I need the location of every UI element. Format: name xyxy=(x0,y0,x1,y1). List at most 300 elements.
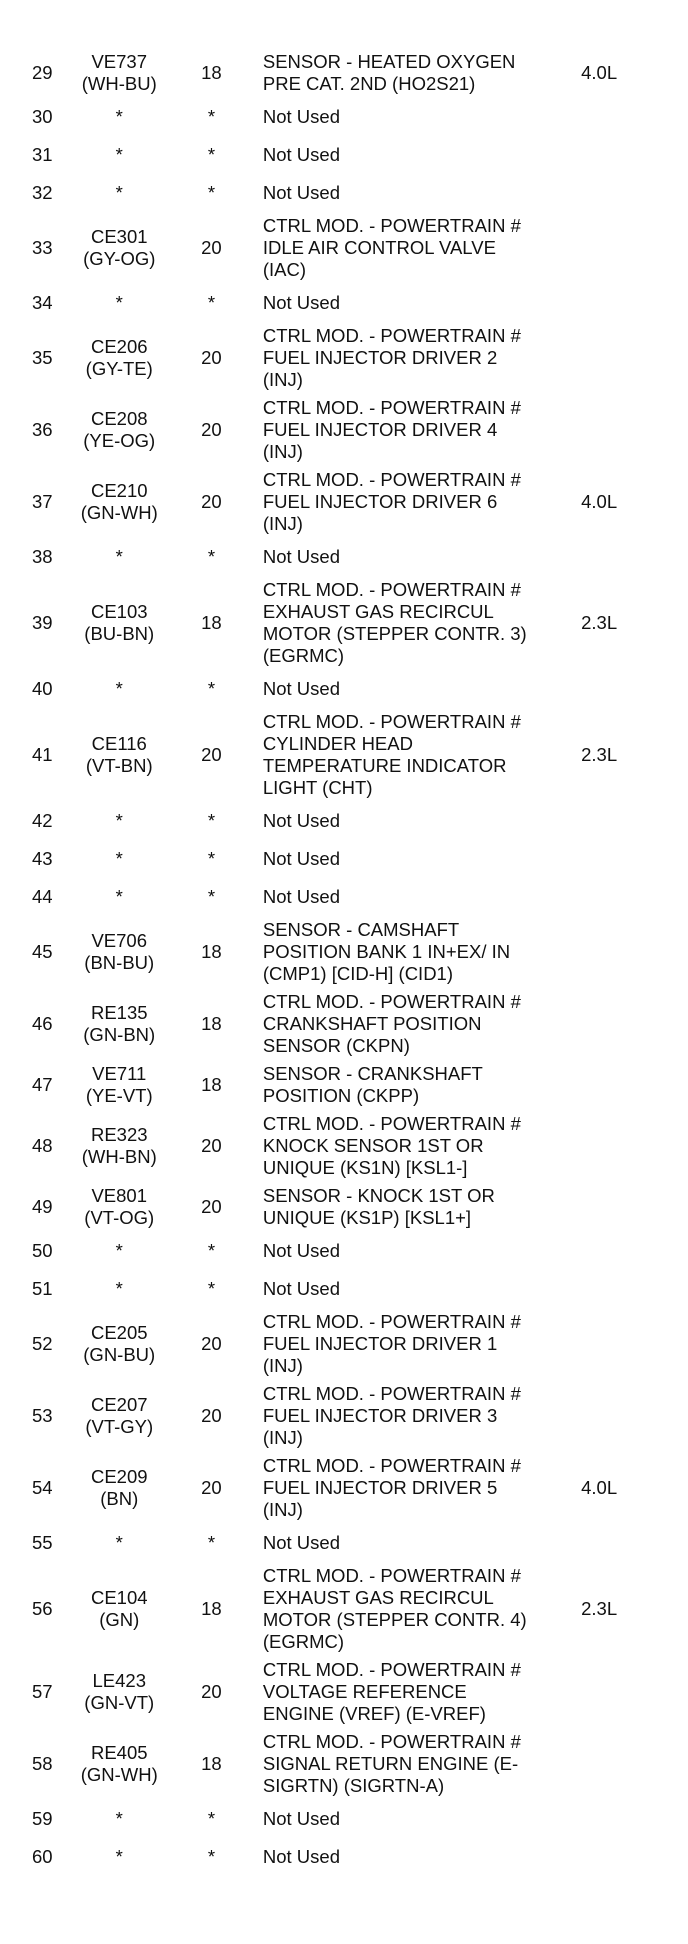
function-line: POSITION BANK 1 IN+EX/ IN xyxy=(262,941,511,962)
circuit-cell xyxy=(63,1182,176,1232)
function-line: Not Used xyxy=(262,810,340,831)
engine-note xyxy=(577,322,642,394)
engine-note xyxy=(577,1110,642,1182)
pin-number: 44 xyxy=(31,886,53,907)
circuit-cell xyxy=(63,670,176,708)
function-cell xyxy=(247,48,577,98)
pin-row xyxy=(22,1060,642,1110)
circuit-line: CE103 xyxy=(90,601,148,622)
function-cell xyxy=(247,1800,577,1838)
wire-gauge: 18 xyxy=(201,1598,222,1619)
circuit-line: (VT-OG) xyxy=(84,1207,155,1228)
function-line: Not Used xyxy=(262,106,340,127)
circuit-line: (GN-WH) xyxy=(80,1764,158,1785)
pin-row xyxy=(22,284,642,322)
pin-number: 34 xyxy=(31,292,53,313)
engine-note xyxy=(577,1380,642,1452)
function-cell xyxy=(247,988,577,1060)
function-cell xyxy=(247,708,577,802)
wire-gauge: 20 xyxy=(201,1333,222,1354)
circuit-line: CE301 xyxy=(90,226,148,247)
function-line: CTRL MOD. - POWERTRAIN # xyxy=(262,1731,521,1752)
wire-gauge: * xyxy=(207,886,216,907)
function-line: (INJ) xyxy=(262,1355,303,1376)
engine-note: 4.0L xyxy=(581,1477,618,1498)
circuit-cell xyxy=(63,394,176,466)
circuit-line: (WH-BU) xyxy=(81,73,157,94)
pin-row xyxy=(22,1452,642,1524)
function-line: Not Used xyxy=(262,144,340,165)
wire-gauge: * xyxy=(207,810,216,831)
pin-row xyxy=(22,1232,642,1270)
pin-row xyxy=(22,48,642,98)
pin-row xyxy=(22,394,642,466)
function-cell xyxy=(247,878,577,916)
pin-number: 31 xyxy=(31,144,53,165)
function-line: IDLE AIR CONTROL VALVE xyxy=(262,237,496,258)
function-cell xyxy=(247,1060,577,1110)
circuit-line: * xyxy=(115,1846,123,1867)
engine-note: 2.3L xyxy=(581,1598,618,1619)
pin-number: 32 xyxy=(31,182,53,203)
wire-gauge: 20 xyxy=(201,1196,222,1217)
wire-gauge: * xyxy=(207,1846,216,1867)
function-cell xyxy=(247,840,577,878)
function-line: Not Used xyxy=(262,292,340,313)
function-cell xyxy=(247,284,577,322)
circuit-line: * xyxy=(115,848,123,869)
function-cell xyxy=(247,1308,577,1380)
function-line: Not Used xyxy=(262,848,340,869)
circuit-line: (WH-BN) xyxy=(81,1146,157,1167)
circuit-line: CE209 xyxy=(90,1466,148,1487)
function-line: EXHAUST GAS RECIRCUL xyxy=(262,601,494,622)
pin-number: 48 xyxy=(31,1135,53,1156)
pin-row xyxy=(22,1110,642,1182)
circuit-cell xyxy=(63,48,176,98)
function-line: (CMP1) [CID-H] (CID1) xyxy=(262,963,454,984)
pin-number: 60 xyxy=(31,1846,53,1867)
pin-row xyxy=(22,98,642,136)
circuit-line: * xyxy=(115,886,123,907)
function-line: FUEL INJECTOR DRIVER 6 xyxy=(262,491,498,512)
pin-row xyxy=(22,322,642,394)
pin-number: 37 xyxy=(31,491,53,512)
pin-number: 30 xyxy=(31,106,53,127)
function-line: VOLTAGE REFERENCE xyxy=(262,1681,467,1702)
pin-number: 51 xyxy=(31,1278,53,1299)
function-cell xyxy=(247,1728,577,1800)
engine-note xyxy=(577,878,642,916)
circuit-cell xyxy=(63,1728,176,1800)
function-line: FUEL INJECTOR DRIVER 2 xyxy=(262,347,498,368)
circuit-line: * xyxy=(115,292,123,313)
circuit-cell xyxy=(63,1060,176,1110)
wire-gauge: * xyxy=(207,144,216,165)
function-line: (INJ) xyxy=(262,1499,303,1520)
engine-note xyxy=(577,916,642,988)
pin-row xyxy=(22,1656,642,1728)
circuit-line: * xyxy=(115,144,123,165)
circuit-line: (GY-OG) xyxy=(83,248,156,269)
circuit-line: * xyxy=(115,546,123,567)
circuit-line: (GY-TE) xyxy=(85,358,153,379)
wire-gauge: 18 xyxy=(201,1074,222,1095)
circuit-line: (GN-BN) xyxy=(83,1024,156,1045)
circuit-cell xyxy=(63,1524,176,1562)
engine-note xyxy=(577,988,642,1060)
function-line: Not Used xyxy=(262,886,340,907)
function-cell xyxy=(247,136,577,174)
circuit-cell xyxy=(63,576,176,670)
function-line: Not Used xyxy=(262,1808,340,1829)
pin-row xyxy=(22,1838,642,1876)
pin-row xyxy=(22,1270,642,1308)
function-line: CTRL MOD. - POWERTRAIN # xyxy=(262,469,521,490)
circuit-cell xyxy=(63,878,176,916)
function-line: EXHAUST GAS RECIRCUL xyxy=(262,1587,494,1608)
circuit-cell xyxy=(63,1232,176,1270)
wire-gauge: 18 xyxy=(201,941,222,962)
circuit-line: RE405 xyxy=(90,1742,148,1763)
function-line: SENSOR (CKPN) xyxy=(262,1035,410,1056)
engine-note xyxy=(577,1232,642,1270)
function-cell xyxy=(247,1270,577,1308)
function-line: SENSOR - CRANKSHAFT xyxy=(262,1063,483,1084)
function-line: CTRL MOD. - POWERTRAIN # xyxy=(262,397,521,418)
circuit-line: * xyxy=(115,1240,123,1261)
function-line: Not Used xyxy=(262,546,340,567)
function-cell xyxy=(247,1182,577,1232)
function-line: SENSOR - KNOCK 1ST OR xyxy=(262,1185,495,1206)
wire-gauge: * xyxy=(207,182,216,203)
function-line: CRANKSHAFT POSITION xyxy=(262,1013,482,1034)
pin-row xyxy=(22,174,642,212)
pin-number: 53 xyxy=(31,1405,53,1426)
wire-gauge: 20 xyxy=(201,744,222,765)
wire-gauge: 20 xyxy=(201,1477,222,1498)
engine-note: 2.3L xyxy=(581,612,618,633)
function-line: FUEL INJECTOR DRIVER 1 xyxy=(262,1333,498,1354)
circuit-line: VE711 xyxy=(92,1063,147,1084)
pin-row xyxy=(22,1182,642,1232)
pin-number: 29 xyxy=(31,62,53,83)
wire-gauge: 20 xyxy=(201,419,222,440)
function-line: CTRL MOD. - POWERTRAIN # xyxy=(262,1455,521,1476)
pin-number: 59 xyxy=(31,1808,53,1829)
circuit-line: (VT-BN) xyxy=(85,755,153,776)
circuit-cell xyxy=(63,916,176,988)
circuit-cell xyxy=(63,466,176,538)
function-line: CYLINDER HEAD xyxy=(262,733,413,754)
circuit-cell xyxy=(63,322,176,394)
engine-note xyxy=(577,136,642,174)
pin-number: 56 xyxy=(31,1598,53,1619)
pin-number: 52 xyxy=(31,1333,53,1354)
engine-note: 2.3L xyxy=(581,744,618,765)
function-line: LIGHT (CHT) xyxy=(262,777,373,798)
circuit-cell xyxy=(63,1838,176,1876)
circuit-line: * xyxy=(115,106,123,127)
pin-number: 45 xyxy=(31,941,53,962)
circuit-line: VE706 xyxy=(91,930,148,951)
circuit-line: (YE-OG) xyxy=(83,430,156,451)
engine-note xyxy=(577,1800,642,1838)
function-line: Not Used xyxy=(262,1846,340,1867)
pin-row xyxy=(22,1728,642,1800)
circuit-line: (YE-VT) xyxy=(85,1085,153,1106)
circuit-line: (BN) xyxy=(100,1488,139,1509)
function-line: CTRL MOD. - POWERTRAIN # xyxy=(262,1383,521,1404)
function-cell xyxy=(247,670,577,708)
function-cell xyxy=(247,1562,577,1656)
circuit-line: (BN-BU) xyxy=(84,952,155,973)
function-cell xyxy=(247,98,577,136)
circuit-line: * xyxy=(115,1532,123,1553)
function-line: CTRL MOD. - POWERTRAIN # xyxy=(262,711,521,732)
wire-gauge: * xyxy=(207,292,216,313)
wire-gauge: 18 xyxy=(201,62,222,83)
function-line: MOTOR (STEPPER CONTR. 3) xyxy=(262,623,527,644)
circuit-cell xyxy=(63,988,176,1060)
wire-gauge: * xyxy=(207,106,216,127)
circuit-line: RE135 xyxy=(90,1002,148,1023)
circuit-line: * xyxy=(115,1278,123,1299)
wire-gauge: 20 xyxy=(201,347,222,368)
circuit-line: LE423 xyxy=(92,1670,146,1691)
circuit-line: (VT-GY) xyxy=(85,1416,154,1437)
circuit-line: RE323 xyxy=(90,1124,148,1145)
pin-number: 38 xyxy=(31,546,53,567)
circuit-cell xyxy=(63,840,176,878)
function-cell xyxy=(247,394,577,466)
function-line: PRE CAT. 2ND (HO2S21) xyxy=(262,73,476,94)
engine-note xyxy=(577,1182,642,1232)
pin-number: 42 xyxy=(31,810,53,831)
circuit-cell xyxy=(63,802,176,840)
wire-gauge: 20 xyxy=(201,1135,222,1156)
engine-note xyxy=(577,1060,642,1110)
circuit-line: * xyxy=(115,678,123,699)
pin-row xyxy=(22,802,642,840)
engine-note xyxy=(577,284,642,322)
function-line: ENGINE (VREF) (E-VREF) xyxy=(262,1703,486,1724)
circuit-cell xyxy=(63,1562,176,1656)
circuit-cell xyxy=(63,284,176,322)
function-line: CTRL MOD. - POWERTRAIN # xyxy=(262,215,521,236)
function-line: Not Used xyxy=(262,1278,340,1299)
function-cell xyxy=(247,576,577,670)
function-line: UNIQUE (KS1P) [KSL1+] xyxy=(262,1207,472,1228)
pin-row xyxy=(22,1562,642,1656)
pin-row xyxy=(22,136,642,174)
engine-note xyxy=(577,802,642,840)
pin-number: 54 xyxy=(31,1477,53,1498)
circuit-line: (GN-VT) xyxy=(84,1692,155,1713)
pin-row xyxy=(22,212,642,284)
pin-number: 43 xyxy=(31,848,53,869)
pin-row xyxy=(22,466,642,538)
function-line: SENSOR - HEATED OXYGEN xyxy=(262,51,516,72)
pin-number: 33 xyxy=(31,237,53,258)
circuit-line: (GN) xyxy=(99,1609,140,1630)
pin-row xyxy=(22,916,642,988)
function-line: (INJ) xyxy=(262,1427,303,1448)
pin-row xyxy=(22,708,642,802)
function-line: (IAC) xyxy=(262,259,307,280)
function-line: CTRL MOD. - POWERTRAIN # xyxy=(262,991,521,1012)
function-line: SENSOR - CAMSHAFT xyxy=(262,919,460,940)
pin-number: 47 xyxy=(31,1074,53,1095)
circuit-line: CE116 xyxy=(91,733,147,754)
function-line: (INJ) xyxy=(262,513,303,534)
function-cell xyxy=(247,466,577,538)
function-line: CTRL MOD. - POWERTRAIN # xyxy=(262,325,521,346)
engine-note xyxy=(577,840,642,878)
function-line: TEMPERATURE INDICATOR xyxy=(262,755,507,776)
pin-number: 57 xyxy=(31,1681,53,1702)
wire-gauge: * xyxy=(207,1278,216,1299)
function-line: FUEL INJECTOR DRIVER 3 xyxy=(262,1405,498,1426)
function-line: CTRL MOD. - POWERTRAIN # xyxy=(262,1659,521,1680)
pin-row xyxy=(22,988,642,1060)
engine-note xyxy=(577,1270,642,1308)
function-line: CTRL MOD. - POWERTRAIN # xyxy=(262,579,521,600)
pin-row xyxy=(22,1380,642,1452)
pin-number: 41 xyxy=(31,744,53,765)
pin-row xyxy=(22,1308,642,1380)
wire-gauge: * xyxy=(207,848,216,869)
circuit-cell xyxy=(63,538,176,576)
wire-gauge: 20 xyxy=(201,237,222,258)
function-cell xyxy=(247,1838,577,1876)
circuit-line: * xyxy=(115,810,123,831)
engine-note xyxy=(577,212,642,284)
wire-gauge: 20 xyxy=(201,491,222,512)
function-cell xyxy=(247,1232,577,1270)
pin-row xyxy=(22,840,642,878)
function-line: SIGRTN) (SIGRTN-A) xyxy=(262,1775,445,1796)
wire-gauge: 20 xyxy=(201,1681,222,1702)
function-line: MOTOR (STEPPER CONTR. 4) xyxy=(262,1609,527,1630)
pin-number: 58 xyxy=(31,1753,53,1774)
wire-gauge: * xyxy=(207,678,216,699)
circuit-cell xyxy=(63,1270,176,1308)
pin-number: 50 xyxy=(31,1240,53,1261)
circuit-cell xyxy=(63,708,176,802)
circuit-line: VE737 xyxy=(91,51,148,72)
function-line: Not Used xyxy=(262,182,340,203)
function-line: FUEL INJECTOR DRIVER 4 xyxy=(262,419,498,440)
function-line: (INJ) xyxy=(262,441,303,462)
pin-row xyxy=(22,576,642,670)
function-line: (EGRMC) xyxy=(262,645,345,666)
engine-note xyxy=(577,670,642,708)
pin-number: 40 xyxy=(31,678,53,699)
pin-number: 35 xyxy=(31,347,53,368)
engine-note xyxy=(577,1728,642,1800)
connector-pin-table xyxy=(22,48,642,1876)
wire-gauge: 18 xyxy=(201,1753,222,1774)
pin-row xyxy=(22,878,642,916)
pin-row xyxy=(22,670,642,708)
engine-note xyxy=(577,1308,642,1380)
function-cell xyxy=(247,802,577,840)
function-line: UNIQUE (KS1N) [KSL1-] xyxy=(262,1157,468,1178)
function-cell xyxy=(247,174,577,212)
circuit-line: (BU-BN) xyxy=(84,623,155,644)
engine-note xyxy=(577,538,642,576)
function-cell xyxy=(247,1380,577,1452)
circuit-cell xyxy=(63,98,176,136)
wire-gauge: * xyxy=(207,1532,216,1553)
pin-table-body xyxy=(22,48,642,1876)
engine-note xyxy=(577,1838,642,1876)
function-line: Not Used xyxy=(262,678,340,699)
function-line: CTRL MOD. - POWERTRAIN # xyxy=(262,1113,521,1134)
pin-number: 49 xyxy=(31,1196,53,1217)
engine-note xyxy=(577,1524,642,1562)
function-cell xyxy=(247,916,577,988)
circuit-line: (GN-BU) xyxy=(83,1344,156,1365)
circuit-cell xyxy=(63,1656,176,1728)
wire-gauge: 20 xyxy=(201,1405,222,1426)
function-cell xyxy=(247,212,577,284)
function-line: FUEL INJECTOR DRIVER 5 xyxy=(262,1477,498,1498)
circuit-cell xyxy=(63,212,176,284)
circuit-cell xyxy=(63,1110,176,1182)
circuit-line: CE104 xyxy=(90,1587,148,1608)
engine-note: 4.0L xyxy=(581,491,618,512)
pin-number: 46 xyxy=(31,1013,53,1034)
circuit-cell xyxy=(63,1800,176,1838)
function-cell xyxy=(247,538,577,576)
function-line: CTRL MOD. - POWERTRAIN # xyxy=(262,1565,521,1586)
function-line: POSITION (CKPP) xyxy=(262,1085,420,1106)
circuit-cell xyxy=(63,1380,176,1452)
engine-note: 4.0L xyxy=(581,62,618,83)
pin-number: 39 xyxy=(31,612,53,633)
pin-row xyxy=(22,1524,642,1562)
function-line: SIGNAL RETURN ENGINE (E- xyxy=(262,1753,519,1774)
circuit-line: * xyxy=(115,1808,123,1829)
function-line: (INJ) xyxy=(262,369,303,390)
engine-note xyxy=(577,394,642,466)
circuit-line: CE205 xyxy=(90,1322,148,1343)
function-cell xyxy=(247,322,577,394)
function-line: Not Used xyxy=(262,1532,340,1553)
circuit-line: VE801 xyxy=(91,1185,148,1206)
pin-row xyxy=(22,1800,642,1838)
circuit-cell xyxy=(63,1308,176,1380)
function-line: Not Used xyxy=(262,1240,340,1261)
wire-gauge: * xyxy=(207,1240,216,1261)
circuit-line: (GN-WH) xyxy=(80,502,158,523)
function-cell xyxy=(247,1110,577,1182)
pin-number: 55 xyxy=(31,1532,53,1553)
function-line: KNOCK SENSOR 1ST OR xyxy=(262,1135,484,1156)
circuit-cell xyxy=(63,136,176,174)
circuit-line: CE206 xyxy=(90,336,148,357)
circuit-line: * xyxy=(115,182,123,203)
circuit-cell xyxy=(63,1452,176,1524)
engine-note xyxy=(577,98,642,136)
circuit-line: CE210 xyxy=(90,480,148,501)
function-cell xyxy=(247,1656,577,1728)
wire-gauge: 18 xyxy=(201,1013,222,1034)
function-line: (EGRMC) xyxy=(262,1631,345,1652)
wire-gauge: 18 xyxy=(201,612,222,633)
